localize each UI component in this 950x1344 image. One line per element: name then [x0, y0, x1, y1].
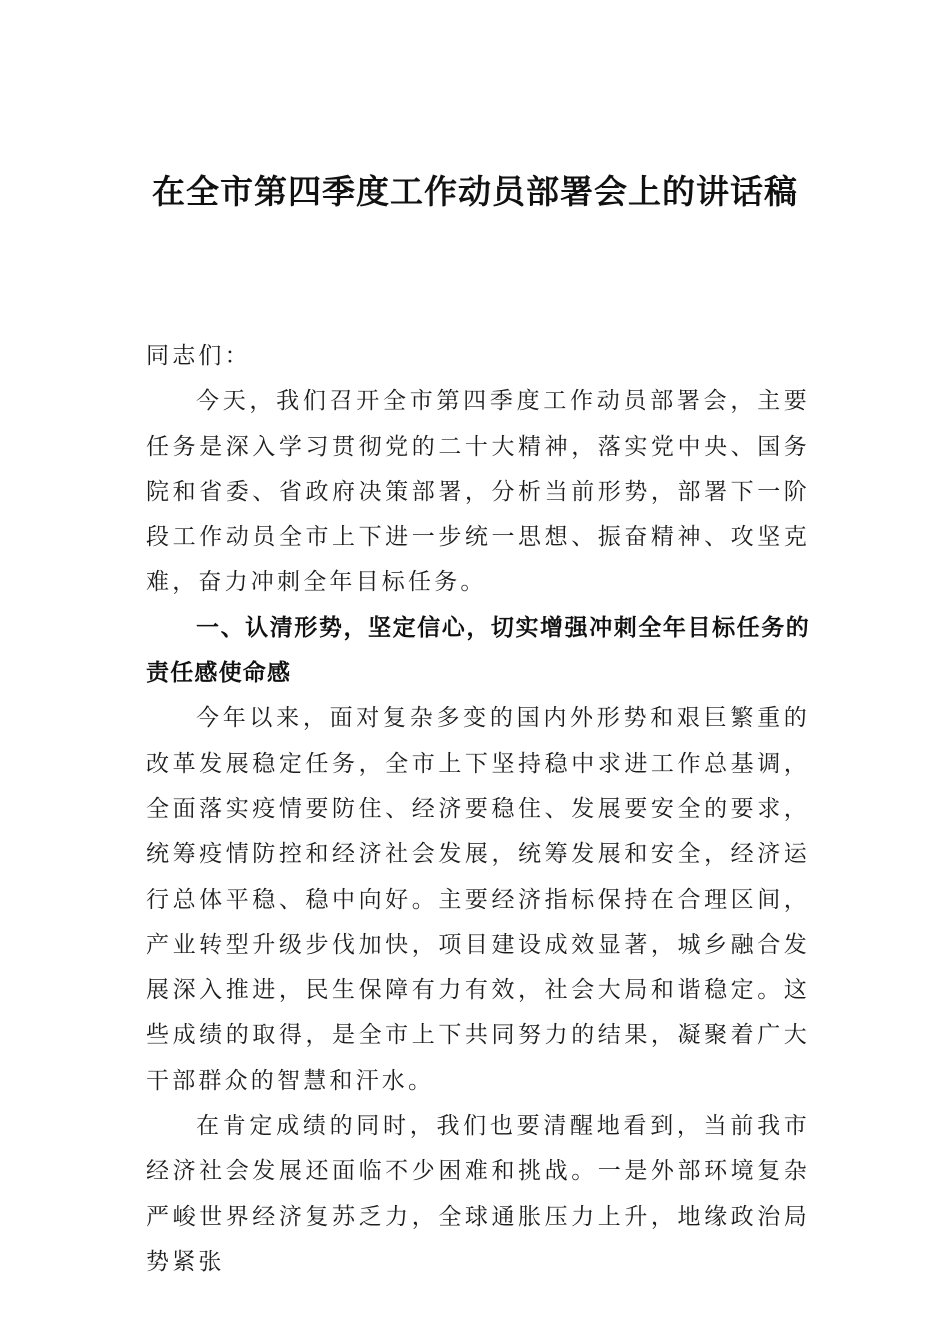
section-heading: 一、认清形势，坚定信心，切实增强冲刺全年目标任务的责任感使命感	[146, 614, 810, 687]
opening-paragraph: 今天，我们召开全市第四季度工作动员部署会，主要任务是深入学习贯彻党的二十大精神，落实党中央、国务院和省委、省政府决策部署，分析当前形势，部署下一阶段工作动员全市上下进一步统一思想、振奋精神、攻坚克难，奋力冲刺全年目标任务。	[146, 388, 810, 596]
document-body	[146, 334, 810, 1285]
document-title: 在全市第四季度工作动员部署会上的讲话稿	[152, 172, 798, 211]
salutation: 同志们：	[146, 343, 251, 369]
section-paragraph: 今年以来，面对复杂多变的国内外形势和艰巨繁重的改革发展稳定任务，全市上下坚持稳中求进工作总基调，全面落实疫情要防住、经济要稳住、发展要安全的要求，统筹疫情防控和经济社会发展，统筹发展和安全，经济运行总体平稳、稳中向好。主要经济指标保持在合理区间，产业转型升级步伐加快，项目建设成效显著，城乡融合发展深入推进，民生保障有力有效，社会大局和谐稳定。这些成绩的取得，是全市上下共同努力的结果，凝聚着广大干部群众的智慧和汗水。	[146, 705, 810, 1094]
section-paragraph: 在肯定成绩的同时，我们也要清醒地看到，当前我市经济社会发展还面临不少困难和挑战。一是外部环境复杂严峻世界经济复苏乏力，全球通胀压力上升，地缘政治局势紧张	[146, 1113, 810, 1275]
